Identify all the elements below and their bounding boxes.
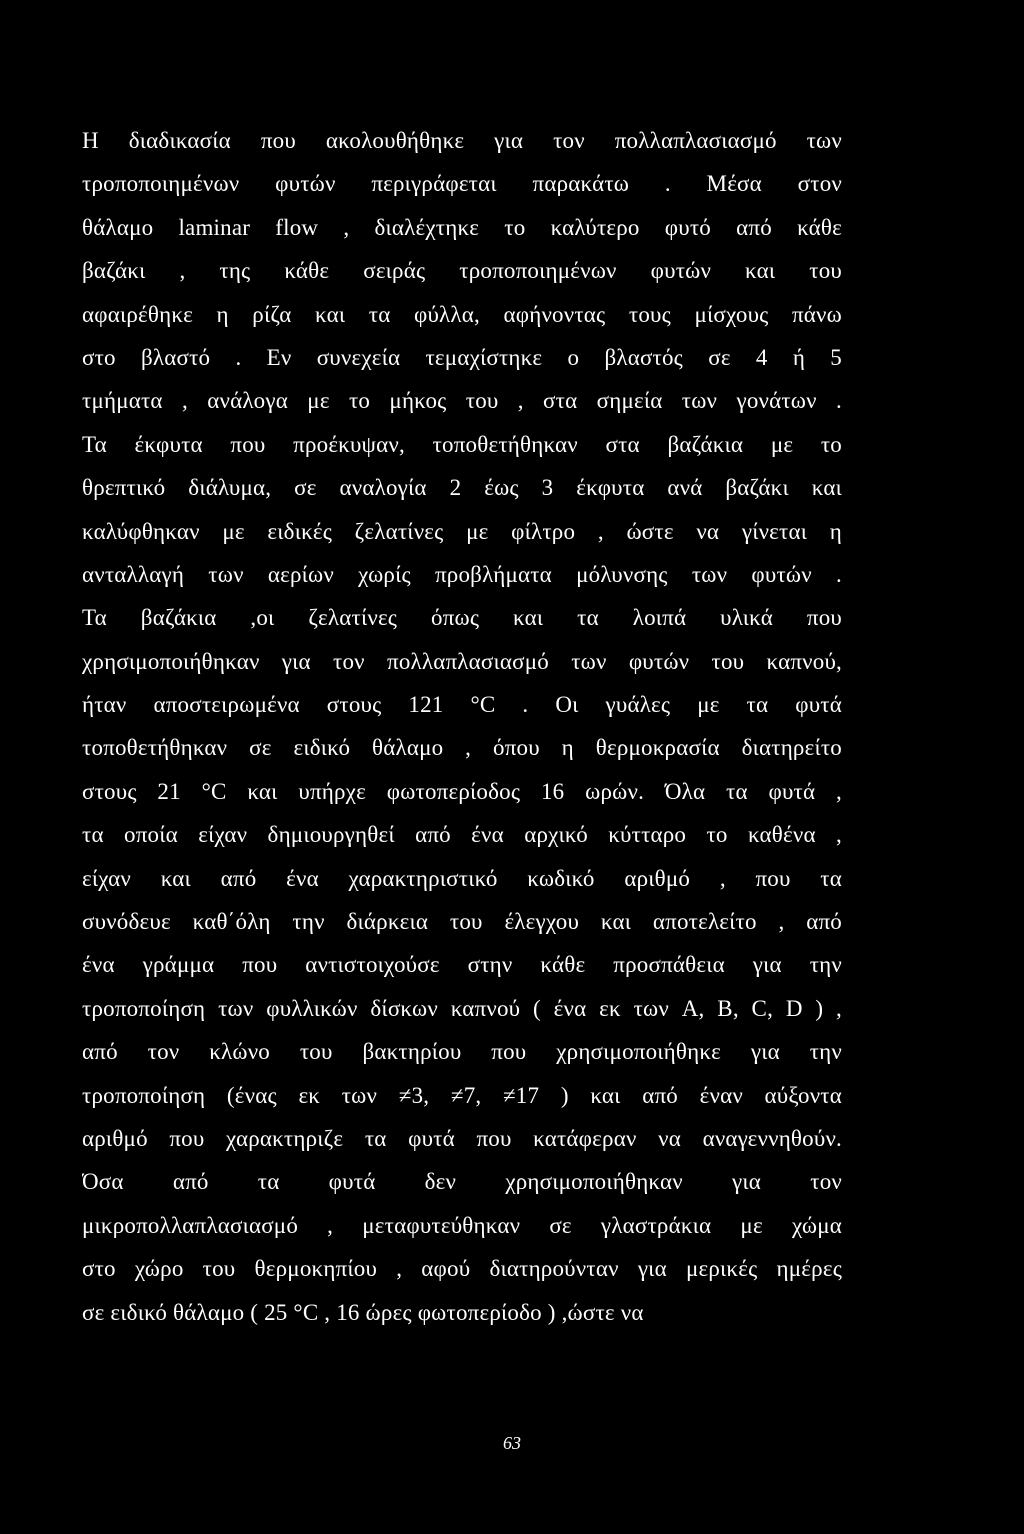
text-line: θάλαμο laminar flow , διαλέχτηκε το καλύτερο φυτό από κάθε — [82, 214, 842, 240]
text-line: σε ειδικό θάλαμο ( 25 °C , 16 ώρες φωτοπερίοδο ) ,ώστε να — [82, 1299, 644, 1325]
text-line: Τα έκφυτα που προέκυψαν, τοποθετήθηκαν στα βαζάκια με το — [82, 431, 842, 457]
text-line: από τον κλώνο του βακτηρίου που χρησιμοποιήθηκε για την — [82, 1039, 842, 1065]
text-line: στο χώρο του θερμοκηπίου , αφού διατηρούνταν για μερικές ημέρες — [82, 1256, 842, 1282]
text-line: Όσα από τα φυτά δεν χρησιμοποιήθηκαν για τον — [82, 1169, 842, 1195]
text-line: τροποποιημένων φυτών περιγράφεται παρακάτω . Μέσα στον — [82, 171, 842, 197]
text-line: μικροπολλαπλασιασμό , μεταφυτεύθηκαν σε γλαστράκια με χώμα — [82, 1212, 842, 1238]
text-line: στο βλαστό . Εν συνεχεία τεμαχίστηκε ο βλαστός σε 4 ή 5 — [82, 344, 842, 370]
text-line: τοποθετήθηκαν σε ειδικό θάλαμο , όπου η θερμοκρασία διατηρείτο — [82, 735, 842, 761]
text-line: χρησιμοποιήθηκαν για τον πολλαπλασιασμό των φυτών του καπνού, — [82, 648, 842, 674]
body-text — [82, 119, 842, 1334]
text-line: τροποποίηση των φυλλικών δίσκων καπνού ( ένα εκ των A, B, C, D ) , — [82, 995, 842, 1021]
text-line: αριθμό που χαρακτηριζε τα φυτά που κατάφεραν να αναγεννηθούν. — [82, 1125, 842, 1151]
text-line: στους 21 °C και υπήρχε φωτοπερίοδος 16 ωρών. Όλα τα φυτά , — [82, 778, 842, 804]
text-line: συνόδευε καθ΄όλη την διάρκεια του έλεγχου και αποτελείτο , από — [82, 909, 842, 935]
text-line: είχαν και από ένα χαρακτηριστικό κωδικό αριθμό , που τα — [82, 865, 842, 891]
text-line: Τα βαζάκια ,οι ζελατίνες όπως και τα λοιπά υλικά που — [82, 605, 842, 631]
text-line: ήταν αποστειρωμένα στους 121 °C . Οι γυάλες με τα φυτά — [82, 692, 842, 718]
text-line: Η διαδικασία που ακολουθήθηκε για τον πολλαπλασιασμό των — [82, 128, 842, 153]
text-line: βαζάκι , της κάθε σειράς τροποποιημένων φυτών και του — [82, 258, 842, 284]
text-line: ανταλλαγή των αερίων χωρίς προβλήματα μόλυνσης των φυτών . — [82, 561, 842, 587]
text-line: θρεπτικό διάλυμα, σε αναλογία 2 έως 3 έκφυτα ανά βαζάκι και — [82, 475, 842, 501]
text-line: καλύφθηκαν με ειδικές ζελατίνες με φίλτρο , ώστε να γίνεται η — [82, 518, 842, 544]
text-line: τα οποία είχαν δημιουργηθεί από ένα αρχικό κύτταρο το καθένα , — [82, 822, 842, 848]
text-line: αφαιρέθηκε η ρίζα και τα φύλλα, αφήνοντας τους μίσχους πάνω — [82, 301, 842, 327]
text-line: ένα γράμμα που αντιστοιχούσε στην κάθε προσπάθεια για την — [82, 952, 842, 978]
text-line: τροποποίηση (ένας εκ των ≠3, ≠7, ≠17 ) και από έναν αύξοντα — [82, 1082, 842, 1108]
text-line: τμήματα , ανάλογα με το μήκος του , στα σημεία των γονάτων . — [82, 388, 842, 414]
page-number: 63 — [503, 1433, 521, 1453]
